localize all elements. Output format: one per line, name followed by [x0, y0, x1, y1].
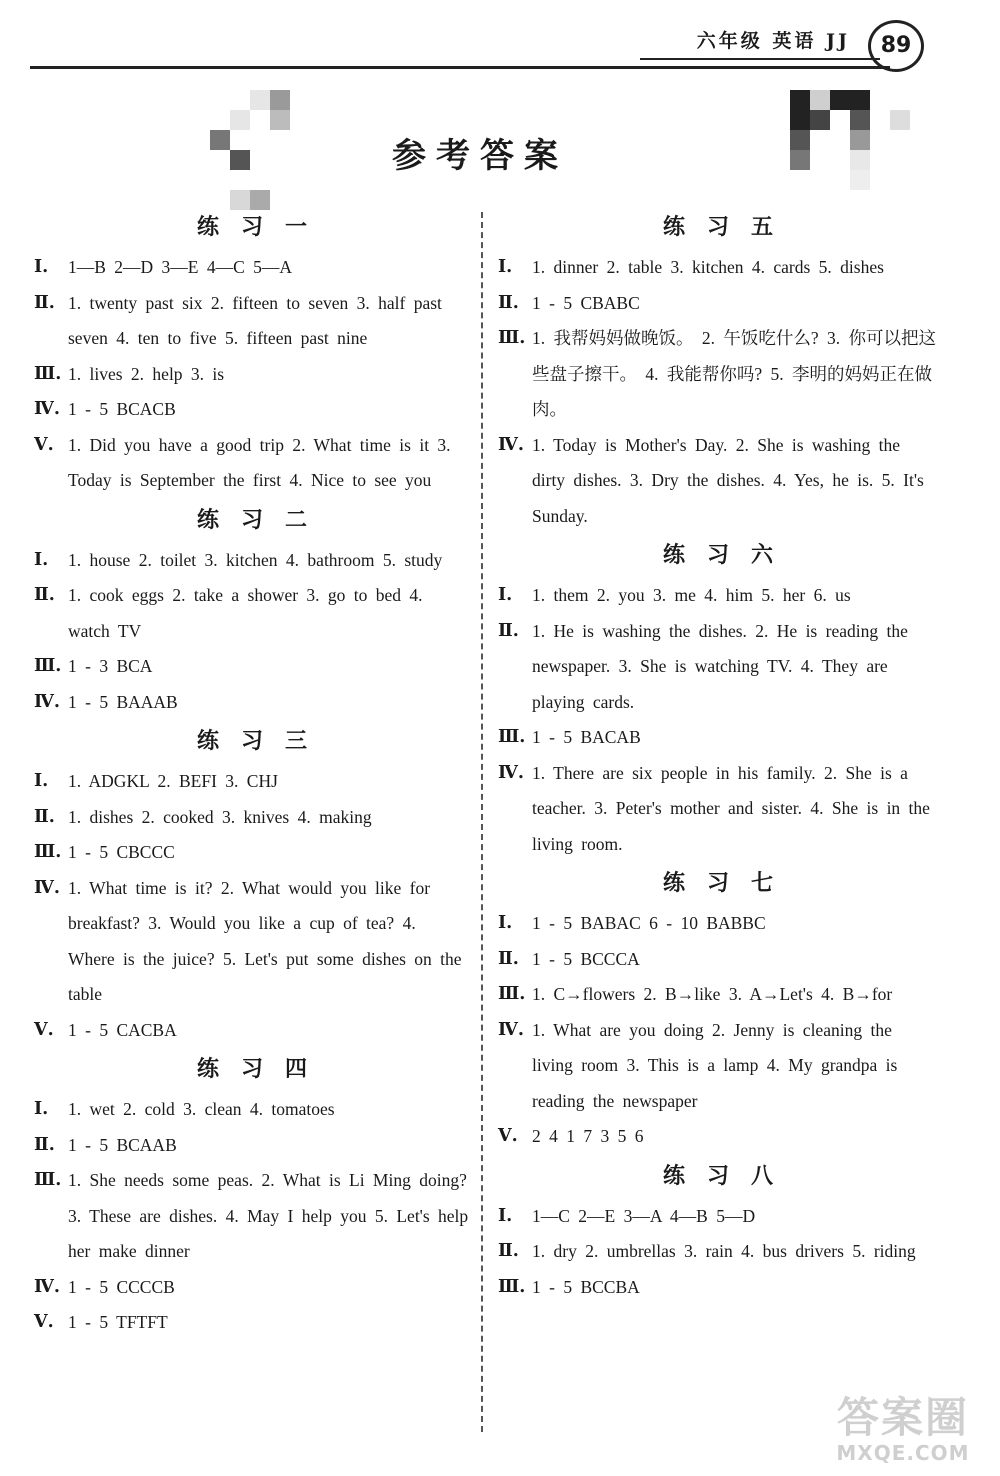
item-number: Ⅱ. [34, 585, 55, 605]
page-header [0, 0, 1000, 90]
item-number: Ⅳ. [498, 1019, 524, 1040]
item-answer: 1 - 5 TFTFT [68, 1312, 168, 1332]
column-divider [481, 212, 483, 1432]
answer-item [498, 321, 938, 428]
item-answer: 1—B 2—D 3—E 4—C 5—A [68, 257, 293, 277]
item-answer: 1. 我帮妈妈做晚饭。 2. 午饭吃什么? 3. 你可以把这些盘子擦干。 4. 我能帮你吗? 5. 李明的妈妈正在做肉。 [532, 328, 937, 419]
exercise-title: 练习五 [662, 215, 795, 240]
answer-item [34, 685, 470, 721]
item-number: Ⅴ. [34, 1019, 54, 1040]
item-number: Ⅳ. [34, 877, 60, 898]
item-answer: 1. She needs some peas. 2. What is Li Ming doing? 3. These are dishes. 4. May I help you 5. Let's help her make dinner [68, 1170, 469, 1261]
exercise-title: 练习一 [196, 215, 329, 240]
item-number: Ⅰ. [34, 771, 49, 791]
right-column [498, 206, 938, 1305]
item-answer: 1. C→flowers 2. B→like 3. A→Let's 4. B→for [532, 984, 893, 1004]
answer-item [34, 871, 470, 1013]
item-number: Ⅱ. [498, 948, 519, 969]
header-subtitle: 六年级 英语 JJ [696, 30, 850, 52]
item-number: Ⅳ. [498, 762, 524, 783]
item-number: Ⅳ. [34, 691, 60, 712]
answer-item [498, 614, 938, 721]
answer-item [34, 835, 470, 871]
exercise-title: 练习二 [196, 507, 329, 533]
answer-item [498, 428, 938, 535]
exercise-title: 练习八 [662, 1163, 795, 1189]
item-number: Ⅰ. [498, 585, 513, 605]
item-answer: 1. ADGKL 2. BEFI 3. CHJ [68, 771, 278, 791]
answer-item [498, 250, 938, 286]
answer-item [498, 977, 938, 1013]
answer-item [34, 392, 470, 428]
watermark-line2: MXQE.COM [836, 1441, 970, 1465]
item-number: Ⅲ. [498, 727, 526, 747]
answer-item [34, 428, 470, 499]
answer-item [498, 1234, 938, 1270]
item-number: Ⅲ. [498, 328, 526, 348]
answer-item [34, 578, 470, 649]
item-answer: 1 - 5 BCCCA [532, 948, 640, 969]
answer-item [498, 906, 938, 942]
answer-item [34, 1270, 470, 1306]
answer-item [498, 1199, 938, 1235]
item-number: Ⅱ. [34, 1134, 55, 1155]
watermark-line1: 答案圈 [836, 1393, 969, 1442]
answer-item [34, 1013, 470, 1049]
item-number: Ⅱ. [34, 292, 55, 313]
item-number: Ⅰ. [34, 549, 49, 570]
answer-item [34, 357, 470, 393]
item-answer: 1. What are you doing 2. Jenny is cleaning the living room 3. This is a lamp 4. My grandpa is reading the newspaper [532, 1019, 898, 1111]
answer-item [34, 1305, 470, 1341]
item-number: Ⅲ. [34, 656, 62, 676]
item-number: Ⅳ. [34, 399, 60, 419]
item-answer: 1 - 5 CBABC [532, 292, 640, 313]
answer-item [34, 800, 470, 836]
item-answer: 1 - 5 BCAAB [68, 1134, 177, 1155]
answer-item [34, 1092, 470, 1128]
item-answer: 1 - 5 CACBA [68, 1019, 177, 1040]
answer-item [498, 942, 938, 978]
item-number: Ⅱ. [34, 806, 55, 827]
item-answer: 2 4 1 7 3 5 6 [532, 1126, 644, 1146]
watermark-logo [818, 1394, 988, 1470]
item-answer: 1. wet 2. cold 3. clean 4. tomatoes [68, 1099, 335, 1119]
item-number: Ⅰ. [498, 913, 513, 933]
item-number: Ⅲ. [498, 984, 526, 1004]
exercise-title: 练习六 [662, 543, 795, 568]
item-number: Ⅳ. [34, 1276, 60, 1297]
answer-item [34, 250, 470, 286]
item-answer: 1. There are six people in his family. 2. She is a teacher. 3. Peter's mother and sister. 4. She is in the living room. [532, 762, 930, 854]
item-answer: 1. He is washing the dishes. 2. He is reading the newspaper. 3. She is watching TV. 4. They are playing cards. [532, 620, 908, 712]
item-number: Ⅰ. [498, 1205, 513, 1226]
page-title: 参考答案 [392, 136, 568, 176]
item-answer: 1. lives 2. help 3. is [68, 363, 225, 384]
answer-item [34, 764, 470, 800]
item-number: Ⅲ. [34, 1170, 62, 1190]
item-answer: 1. cook eggs 2. take a shower 3. go to bed 4. watch TV [68, 585, 423, 641]
item-answer: 1 - 5 BACAB [532, 727, 641, 747]
header-rule-upper [640, 58, 880, 60]
item-answer: 1 - 5 BAAAB [68, 691, 178, 712]
item-answer: 1. dinner 2. table 3. kitchen 4. cards 5. dishes [532, 257, 884, 277]
page-number: 89 [868, 20, 924, 72]
answer-item [34, 649, 470, 685]
item-answer: 1 - 3 BCA [68, 656, 153, 676]
item-answer: 1. them 2. you 3. me 4. him 5. her 6. us [532, 585, 851, 605]
item-number: Ⅰ. [34, 257, 49, 277]
item-number: Ⅱ. [498, 1241, 519, 1261]
answer-item [34, 543, 470, 579]
item-number: Ⅱ. [498, 292, 519, 313]
answer-item [498, 1013, 938, 1120]
answer-item [498, 1270, 938, 1306]
item-number: Ⅰ. [498, 257, 513, 277]
item-number: Ⅲ. [34, 842, 62, 862]
item-answer: 1 - 5 BABAC 6 - 10 BABBC [532, 913, 766, 933]
item-answer: 1 - 5 CBCCC [68, 842, 175, 862]
item-answer: 1. dry 2. umbrellas 3. rain 4. bus drivers 5. riding [532, 1241, 916, 1261]
answer-item [498, 578, 938, 614]
answer-item [34, 286, 470, 357]
left-column [34, 206, 470, 1341]
header-rule [30, 66, 890, 69]
answer-item [498, 1119, 938, 1155]
item-answer: 1. What time is it? 2. What would you like for breakfast? 3. Would you like a cup of tea? 4. Where is the juice? 5. Let's put some dishes on the table [68, 877, 462, 1004]
item-number: Ⅴ. [34, 434, 54, 455]
answer-item [34, 1128, 470, 1164]
answer-item [498, 756, 938, 863]
item-answer: 1. house 2. toilet 3. kitchen 4. bathroom 5. study [68, 549, 443, 570]
item-answer: 1. Did you have a good trip 2. What time is it 3. Today is September the first 4. Nice to see you [68, 434, 451, 490]
item-number: Ⅳ. [498, 434, 524, 455]
answer-item [498, 286, 938, 322]
answer-item [498, 720, 938, 756]
exercise-title: 练习三 [196, 729, 329, 754]
item-answer: 1. Today is Mother's Day. 2. She is washing the dirty dishes. 3. Dry the dishes. 4. Yes, he is. 5. It's Sunday. [532, 434, 924, 526]
item-number: Ⅰ. [34, 1099, 49, 1119]
item-answer: 1. twenty past six 2. fifteen to seven 3. half past seven 4. ten to five 5. fifteen past nine [68, 292, 442, 348]
exercise-title: 练习七 [662, 871, 795, 896]
item-number: Ⅲ. [498, 1276, 526, 1297]
item-answer: 1 - 5 BCCBA [532, 1276, 640, 1297]
item-answer: 1 - 5 BCACB [68, 399, 176, 419]
item-number: Ⅱ. [498, 620, 519, 641]
item-answer: 1 - 5 CCCCB [68, 1276, 175, 1297]
answer-item [34, 1163, 470, 1270]
item-number: Ⅴ. [34, 1312, 54, 1332]
item-number: Ⅲ. [34, 363, 62, 384]
item-number: Ⅴ. [498, 1126, 518, 1146]
exercise-title: 练习四 [196, 1057, 329, 1082]
item-answer: 1. dishes 2. cooked 3. knives 4. making [68, 806, 372, 827]
item-answer: 1—C 2—E 3—A 4—B 5—D [532, 1205, 756, 1226]
